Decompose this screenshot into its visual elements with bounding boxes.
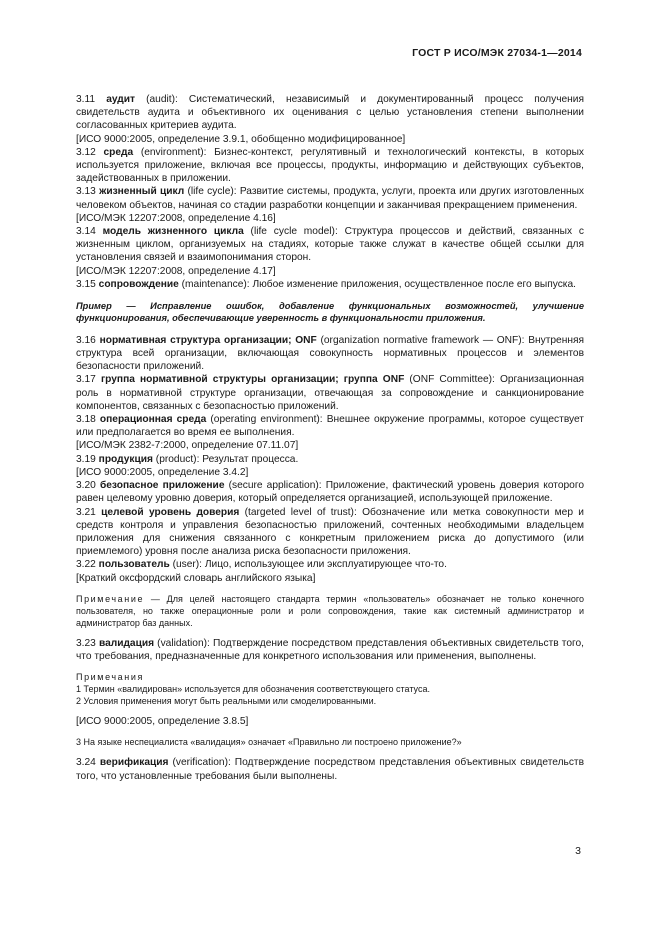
reference: [ИСО 9000:2005, определение 3.9.1, обобщенно модифицированное] xyxy=(76,133,406,145)
term-number: 3.24 xyxy=(76,757,96,769)
definition-entry xyxy=(76,278,584,291)
reference: [ИСО/МЭК 2382-7:2000, определение 07.11.07] xyxy=(76,440,299,452)
document-header: ГОСТ Р ИСО/МЭК 27034-1—2014 xyxy=(412,47,582,59)
reference: [ИСО/МЭК 12207:2008, определение 4.17] xyxy=(76,265,276,277)
term-number: 3.20 xyxy=(76,480,96,492)
definition-entry xyxy=(76,146,584,186)
term-text: (secure application): Приложение, фактический уровень доверия которого равен целевому уровню доверия, который определяется организацией, использующей приложение. xyxy=(76,480,584,505)
term-text: (targeted level of trust): Обозначение или метка совокупности мер и средств контроля и управления безопасностью приложений, сочтенных необходимыми владельцем приложения для снижения связанного с конкретным приложением риска до допустимого (или приемлемого) уровня после анализа риска безопасности приложения. xyxy=(76,506,584,558)
term-name: группа нормативной структуры организации; группа ONF xyxy=(100,374,405,386)
page-number: 3 xyxy=(575,845,581,857)
note-3: 3 На языке неспециалиста «валидация» означает «Правильно ли построено приложение?» xyxy=(76,737,462,748)
reference: [Краткий оксфордский словарь английского языка] xyxy=(76,572,316,584)
definition-entry xyxy=(76,479,584,505)
definition-entry xyxy=(76,453,584,466)
term-number: 3.17 xyxy=(76,374,96,386)
term-number: 3.15 xyxy=(76,278,96,290)
definition-entry xyxy=(76,558,584,571)
term-name: верификация xyxy=(99,757,169,769)
term-name: сопровождение xyxy=(98,278,179,290)
term-name: валидация xyxy=(98,637,155,649)
term-text: (ONF Committee): Организационная роль в нормативной структуре организации, отвечающая за сопровождение и санкционирование компонентов, связанных с безопасностью приложений. xyxy=(76,374,584,412)
notes-validation xyxy=(76,671,584,707)
term-text: (verification): Подтверждение посредством представления объективных свидетельств того, что установленные требования были выполнены. xyxy=(76,757,584,782)
definition-entry xyxy=(76,373,584,413)
term-name: жизненный цикл xyxy=(99,186,185,198)
term-text: (environment): Бизнес-контекст, регулятивный и технологический контексты, в которых используется приложение, включая все процессы, продукты, информацию и действующих субъектов, задействованных в приложении. xyxy=(76,146,584,185)
definition-entry xyxy=(76,185,584,211)
note-label: Примечание xyxy=(76,593,145,604)
definition-validation xyxy=(76,637,584,663)
term-number: 3.14 xyxy=(76,226,96,238)
note-item: 1 Термин «валидирован» используется для обозначения соответствующего статуса. xyxy=(76,684,430,695)
definition-verification xyxy=(76,756,584,782)
term-name: операционная среда xyxy=(99,414,207,426)
document-body xyxy=(76,93,584,783)
term-number: 3.11 xyxy=(76,94,96,105)
term-name: целевой уровень доверия xyxy=(101,506,240,518)
term-text: (operating environment): Внешнее окружение программы, которое существует или предполагается во время ее выполнения. xyxy=(76,414,584,439)
definition-entry xyxy=(76,413,584,439)
term-name: аудит xyxy=(106,94,135,105)
notes-label: Примечания xyxy=(76,672,144,683)
term-number: 3.12 xyxy=(76,146,96,158)
term-number: 3.21 xyxy=(76,506,96,518)
definition-entry xyxy=(76,506,584,559)
term-text: (maintenance): Любое изменение приложения, осуществленное после его выпуска. xyxy=(178,278,576,290)
term-name: модель жизненного цикла xyxy=(102,226,244,238)
definition-entry xyxy=(76,93,584,133)
term-name: безопасное приложение xyxy=(99,480,225,492)
term-number: 3.19 xyxy=(76,453,96,465)
definitions-group-1 xyxy=(76,93,584,291)
term-number: 3.22 xyxy=(76,559,96,571)
term-name: нормативная структура организации; ONF xyxy=(99,334,317,346)
term-text: (life cycle model): Структура процессов и действий, связанных с жизненным циклом, организуемых на стадиях, которые также служат в качестве общей ссылки для установления связей и взаимопонимания сторон. xyxy=(76,226,584,264)
reference: [ИСО/МЭК 12207:2008, определение 4.16] xyxy=(76,212,276,224)
term-name: пользователь xyxy=(98,559,170,571)
term-text: (organization normative framework — ONF): Внутренняя структура всей организации, включающая совокупность нормативных процессов и элементов безопасности приложений. xyxy=(76,334,584,373)
definition-entry xyxy=(76,334,584,374)
term-name: среда xyxy=(103,146,134,158)
term-name: продукция xyxy=(98,453,153,465)
term-text: (life cycle): Развитие системы, продукта, услуги, проекта или других изготовленных человеком объектов, начиная со стадии разработки концепции и заканчивая прекращением применения. xyxy=(76,186,584,211)
term-number: 3.16 xyxy=(76,334,96,346)
term-text: (audit): Систематический, независимый и документированный процесс получения свидетельств аудита и объективного их оценивания с целью установления степени выполнении согласованных критериев аудита. xyxy=(76,94,584,132)
note-item: 2 Условия применения могут быть реальными или смоделированными. xyxy=(76,696,377,707)
term-text: (product): Результат процесса. xyxy=(152,453,299,465)
term-number: 3.18 xyxy=(76,414,96,426)
term-number: 3.23 xyxy=(76,637,96,649)
term-number: 3.13 xyxy=(76,186,96,198)
definitions-group-2 xyxy=(76,334,584,585)
term-text: (validation): Подтверждение посредством представления объективных свидетельств того, что требования, предназначенные для конкретного использования или применения, выполнены. xyxy=(76,637,584,662)
term-text: (user): Лицо, использующее или эксплуатирующее что-то. xyxy=(169,559,447,571)
reference: [ИСО 9000:2005, определение 3.8.5] xyxy=(76,716,249,728)
reference: [ИСО 9000:2005, определение 3.4.2] xyxy=(76,466,249,478)
note-text: — Для целей настоящего стандарта термин «пользователь» обозначает не только конечного пользователя, но также операционные роли и роли сопровождения, такие как системный администратор и администратор баз данных. xyxy=(76,593,584,628)
example-note: Пример — Исправление ошибок, добавление функциональных возможностей, улучшение функционирования, обеспечивающие уверенность в функциональности приложения. xyxy=(76,301,584,324)
note-user xyxy=(76,593,584,629)
definition-entry xyxy=(76,225,584,265)
